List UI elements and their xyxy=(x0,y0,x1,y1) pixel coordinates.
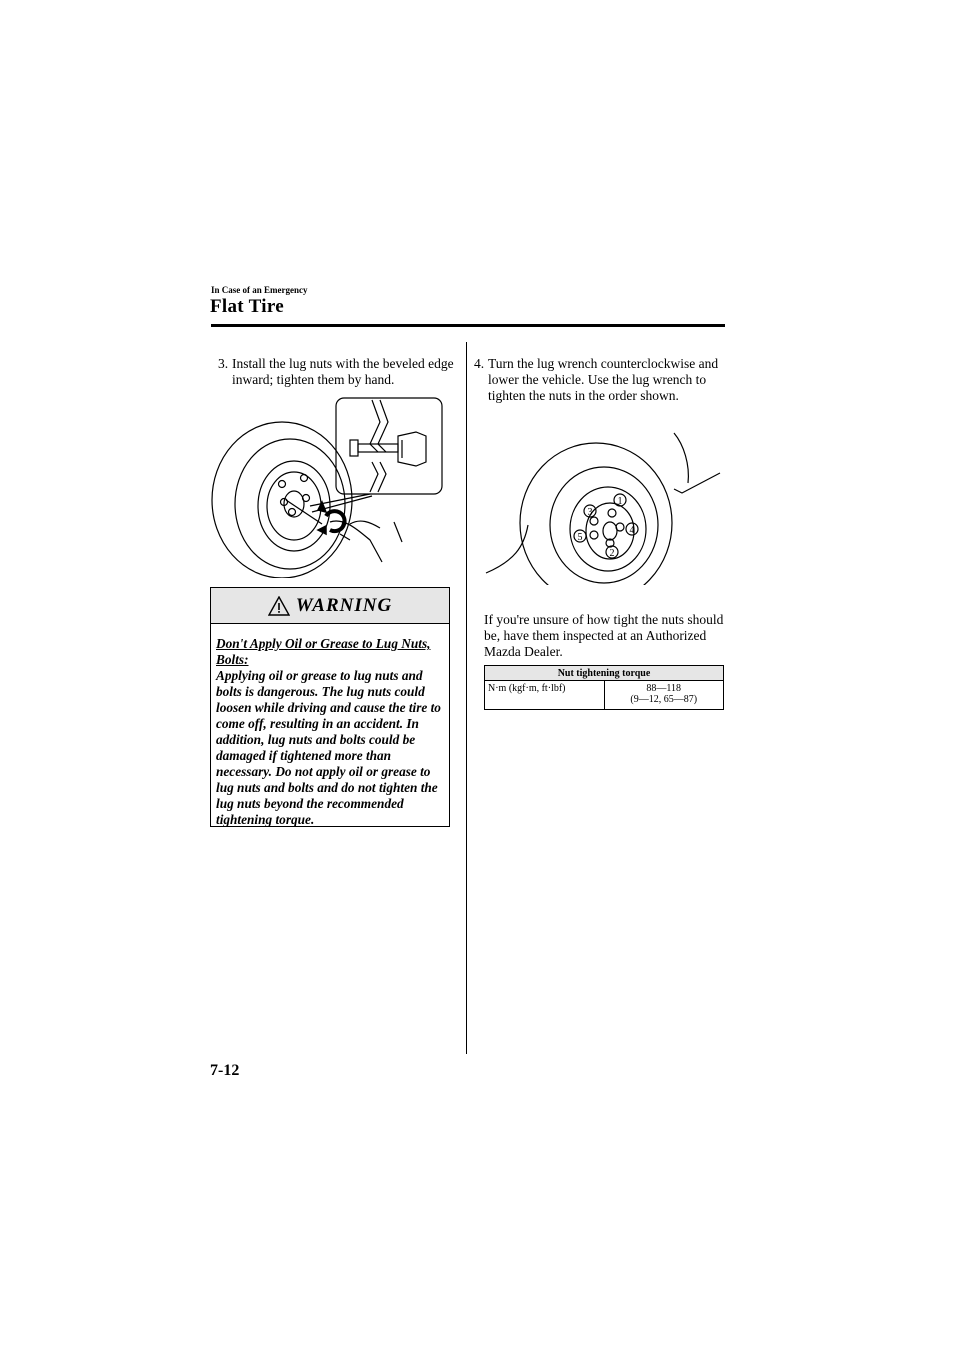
lug-nut-install-illustration xyxy=(210,392,446,578)
torque-table-header: Nut tightening torque xyxy=(485,666,724,681)
step-3-text: Install the lug nuts with the beveled edge inward; tighten them by hand. xyxy=(232,356,454,387)
step-4-text: Turn the lug wrench counterclockwise and lower the vehicle. Use the lug wrench to tighten the nuts in the order shown. xyxy=(488,356,719,403)
torque-value-cell xyxy=(604,681,724,710)
order-label-5: 5 xyxy=(577,532,583,543)
order-label-3: 3 xyxy=(587,507,593,518)
warning-triangle-icon xyxy=(268,596,290,616)
order-label-4: 4 xyxy=(629,525,635,536)
column-divider xyxy=(466,342,467,1054)
warning-text: Applying oil or grease to lug nuts and bolts is dangerous. The lug nuts could loosen while driving and cause the tire to come off, resulting in an accident. In addition, lug nuts and bolts could be damaged if tightened more than necessary. Do not apply oil or grease to lug nuts and bolts and do not tighten the lug nuts beyond the recommended tightening torque. xyxy=(216,668,441,827)
tightening-order-illustration xyxy=(484,425,724,585)
page-title: Flat Tire xyxy=(210,296,284,317)
torque-value-line1: 88—118 xyxy=(646,683,682,694)
torque-value-line2: (9—12, 65—87) xyxy=(630,694,698,705)
order-label-2: 2 xyxy=(609,548,615,559)
title-rule xyxy=(211,324,725,327)
warning-body xyxy=(211,624,449,828)
step-4-number: 4. xyxy=(474,356,485,371)
dealer-note: If you're unsure of how tight the nuts should be, have them inspected at an Authorized Mazda Dealer. xyxy=(484,612,724,659)
section-label: In Case of an Emergency xyxy=(211,285,308,295)
table-row xyxy=(485,681,724,710)
torque-unit-cell: N·m (kgf·m, ft·lbf) xyxy=(485,681,605,710)
warning-subtitle: Don't Apply Oil or Grease to Lug Nuts, Bolts: xyxy=(216,636,431,667)
page-number: 7-12 xyxy=(210,1062,240,1079)
torque-table xyxy=(484,665,724,710)
step-3-number: 3. xyxy=(218,356,229,371)
warning-box xyxy=(210,587,450,827)
warning-title: WARNING xyxy=(295,594,393,616)
order-label-1: 1 xyxy=(617,496,623,507)
warning-header xyxy=(211,588,449,624)
